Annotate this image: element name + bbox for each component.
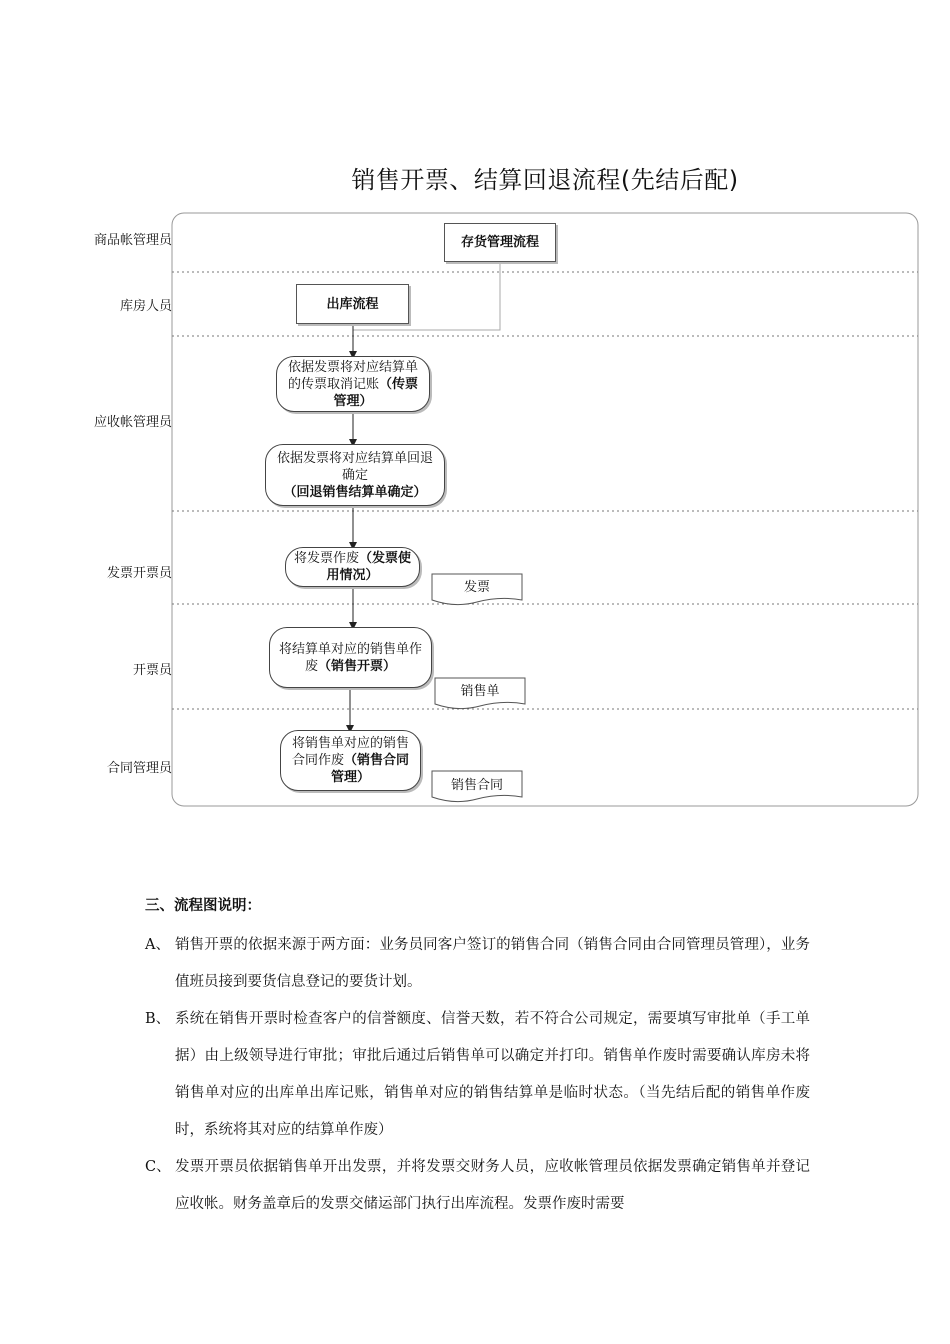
node-module: （传票管理）	[333, 376, 419, 409]
lane-label-invoice-issuer: 发票开票员	[106, 566, 172, 581]
note-text: 系统在销售开票时检查客户的信誉额度、信誉天数，若不符合公司规定，需要填写审批单（手工单据）由上级领导进行审批；审批后通过后销售单可以确定并打印。销售单作废时需要确认库房未将销售单对应的出库单出库记账，销售单对应的销售结算单是临时状态。（当先结后配的销售单作废时，系统将其对应的结算单作废）	[175, 1011, 810, 1138]
note-marker: A、	[145, 937, 170, 953]
note-text: 发票开票员依据销售单开出发票，并将发票交财务人员，应收帐管理员依据发票确定销售单并登记应收帐。财务盖章后的发票交储运部门执行出库流程。发票作废时需要	[175, 1159, 810, 1212]
node-cancel-voucher-posting	[276, 356, 430, 412]
node-outbound-flow: 出库流程	[296, 284, 409, 324]
note-item-a	[145, 927, 810, 1001]
node-module: （发票使用情况）	[326, 551, 412, 583]
swimlane-frame	[172, 213, 918, 806]
document-sales-order: 销售单	[460, 684, 500, 699]
node-void-invoice	[285, 547, 420, 587]
document-sales-contract: 销售合同	[450, 778, 503, 793]
node-module: （回退销售结算单确定）	[283, 484, 427, 500]
lane-label-contract-manager: 合同管理员	[106, 761, 172, 776]
node-module: （销售开票）	[318, 658, 397, 674]
node-module: （销售合同管理）	[330, 753, 410, 785]
node-void-sales-contract	[280, 730, 421, 791]
node-rollback-settlement-confirm	[265, 444, 445, 506]
note-marker: C、	[145, 1159, 171, 1175]
node-text: 将销售单对应的销售合同作废	[291, 736, 409, 768]
lane-label-warehouse-staff: 库房人员	[119, 299, 172, 314]
node-inventory-flow: 存货管理流程	[444, 223, 556, 262]
node-text: 将结算单对应的销售单作废	[278, 641, 422, 674]
node-void-sales-order	[269, 627, 432, 688]
note-item-b	[145, 1001, 810, 1149]
node-text: 依据发票将对应结算单的传票取消记账	[287, 359, 418, 392]
lane-label-goods-account-manager: 商品帐管理员	[93, 233, 172, 248]
lane-label-receivables-manager: 应收帐管理员	[93, 415, 172, 430]
note-marker: B、	[145, 1011, 171, 1027]
node-text: 将发票作废	[293, 551, 359, 566]
diagram-title: 销售开票、结算回退流程(先结后配)	[351, 166, 739, 194]
flow-notes	[145, 895, 810, 1223]
note-item-c	[145, 1149, 810, 1223]
notes-heading: 三、流程图说明：	[145, 897, 261, 914]
node-text: 依据发票将对应结算单回退确定	[276, 450, 433, 483]
note-text: 销售开票的依据来源于两方面：业务员同客户签订的销售合同（销售合同由合同管理员管理），业务值班员接到要货信息登记的要货计划。	[175, 937, 810, 990]
lane-label-billing-clerk: 开票员	[132, 663, 172, 678]
document-invoice: 发票	[463, 580, 490, 595]
